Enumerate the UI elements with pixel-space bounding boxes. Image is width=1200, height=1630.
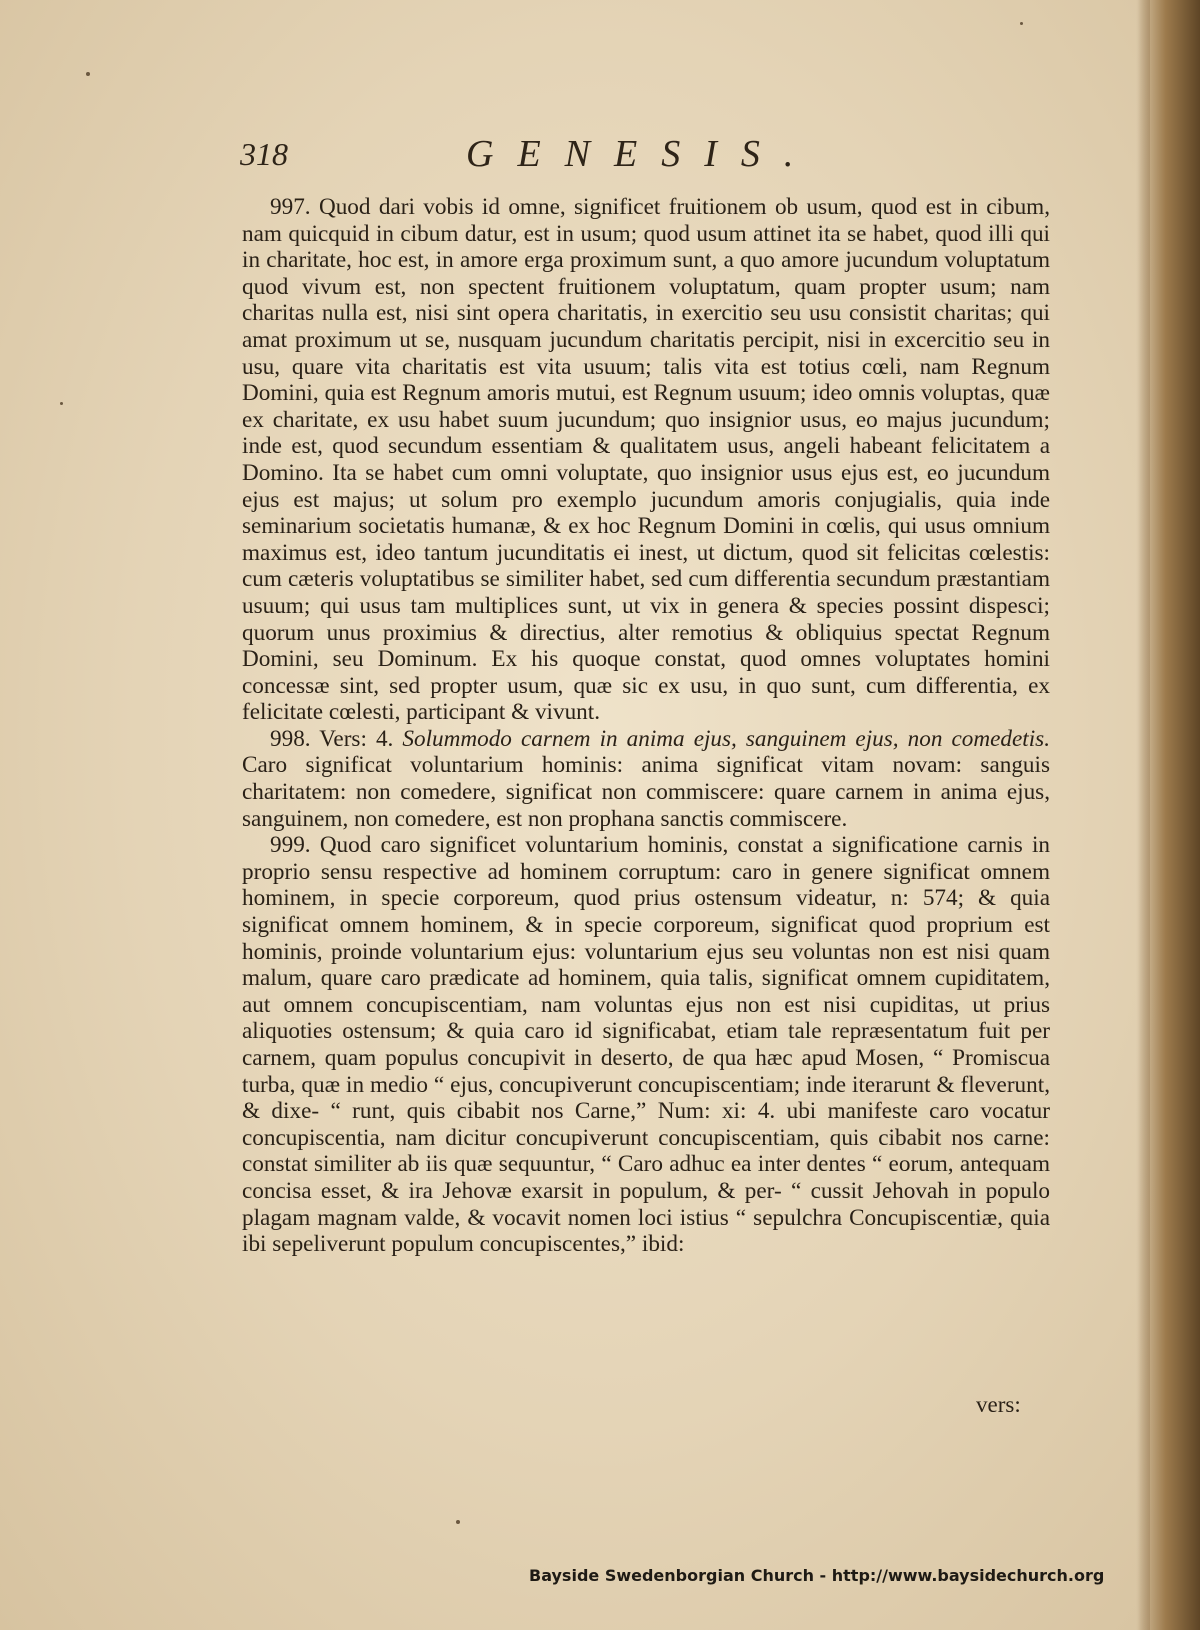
footer-credit: Bayside Swedenborgian Church - http://www.baysidechurch.org [529, 1566, 1105, 1585]
verse-reference: Vers: 4. [319, 725, 394, 752]
catchword: vers: [976, 1392, 1021, 1417]
paragraph-number: 999. [270, 832, 311, 859]
running-title: GENESIS. [466, 133, 818, 175]
body-text [242, 194, 1050, 1258]
paragraph-text: Quod dari vobis id omne, significet fruitionem ob usum, quod est in cibum, nam quicquid in cibum datur, est in usum; quod usum attinet ita se habet, quod illi qui in charitate, hoc est, in amore erga proximum sunt, a quo amore jucundum voluptatum quod vivum est, non spectent fruitionem voluptatum, quam propter usum; nam charitas nulla est, nisi sint opera charitatis, in exercitio seu usu consistit charitas; qui amat proximum ut se, nusquam jucundum charitatis percipit, nisi in excercitio seu in usu, quare vita charitatis est vita usuum; talis vita est totius cœli, nam Regnum Domini, quia est Regnum amoris mutui, est Regnum usuum; ideo omnis voluptas, quæ ex charitate, ex usu habet suum jucundum; quo insignior usus, eo majus jucundum; inde est, quod secundum essentiam & qualitatem usus, angeli habeant felicitatem a Domino. Ita se habet cum omni voluptate, quo insignior usus ejus est, eo jucundum ejus est majus; ut solum pro exemplo jucundum amoris conjugialis, quia inde seminarium societatis humanæ, & ex hoc Regnum Domini in cœlis, qui usus omnium maximus est, ideo tantum jucunditatis ei inest, ut dictum, quod sit felicitas cœlestis: cum cæteris voluptatibus se similiter habet, sed cum differentia secundum præstantiam usuum; qui usus tam multiplices sunt, ut vix in genera & species possint dispesci; quorum unus proximius & directius, alter remotius & obliquius spectat Regnum Domini, seu Dominum. Ex his quoque constat, quod omnes voluptates homini concessæ sint, sed propter usum, quæ sic ex usu, in quo sunt, cum differentia, ex felicitate cœlesti, participant & vivunt. [242, 194, 1051, 726]
page-header [234, 132, 1044, 182]
paragraph-999 [242, 832, 1050, 1258]
paragraph-998 [242, 726, 1050, 832]
paragraph-number: 998. [270, 725, 311, 752]
paper-speck [1020, 22, 1023, 25]
book-spine-edge [1138, 0, 1200, 1630]
paper-speck [86, 72, 90, 76]
paragraph-number: 997. [270, 194, 311, 220]
paper-speck [456, 1520, 460, 1524]
paragraph-text: Caro significat voluntarium hominis: anima significat vitam novam: sanguis charitatem: non comedere, significat non commiscere: quare carnem in anima ejus, sanguinem, non comedere, est non prophana sanctis commiscere. [242, 752, 1050, 832]
page-number: 318 [240, 136, 288, 172]
paragraph-text: Quod caro significet voluntarium hominis, constat a significatione carnis in proprio sensu respective ad hominem corruptum: caro in genere significat omnem hominem, in specie corporeum, quod prius ostensum videatur, n: 574; & quia significat omnem hominem, & in specie corporeum, significat quod proprium est hominis, proinde voluntarium ejus: voluntarium ejus seu voluntas non est nisi quam malum, quare caro prædicate ad hominem, quia talis, significat omnem cupiditatem, aut omnem concupiscentiam, nam voluntas ejus non est nisi cupiditas, ut prius aliquoties ostensum; & quia caro id significabat, etiam tale repræsentatum fuit per carnem, quam populus concupivit in deserto, de qua hæc apud Mosen, “ Promiscua turba, quæ in medio “ ejus, concupiverunt concupiscentiam; inde iterarunt & fleverunt, & dixe- “ runt, quis cibabit nos Carne,” Num: xi: 4. ubi manifeste caro vocatur concupiscentia, nam dicitur concupiverunt concupiscentiam, quis cibabit nos carne: constat similiter ab iis quæ sequuntur, “ Caro adhuc ea inter dentes “ eorum, antequam concisa esset, & ira Jehovæ exarsit in populum, & per- “ cussit Jehovah in populo plagam magnam valde, & vocavit nomen loci istius “ sepulchra Concupiscentiæ, quia ibi sepeliverunt populum concupiscentes,” ibid: [242, 832, 1051, 1258]
paragraph-997 [242, 194, 1050, 726]
paper-speck [60, 402, 63, 405]
scripture-quote: Solummodo carnem in anima ejus, sanguinem ejus, non comedetis. [402, 725, 1050, 752]
